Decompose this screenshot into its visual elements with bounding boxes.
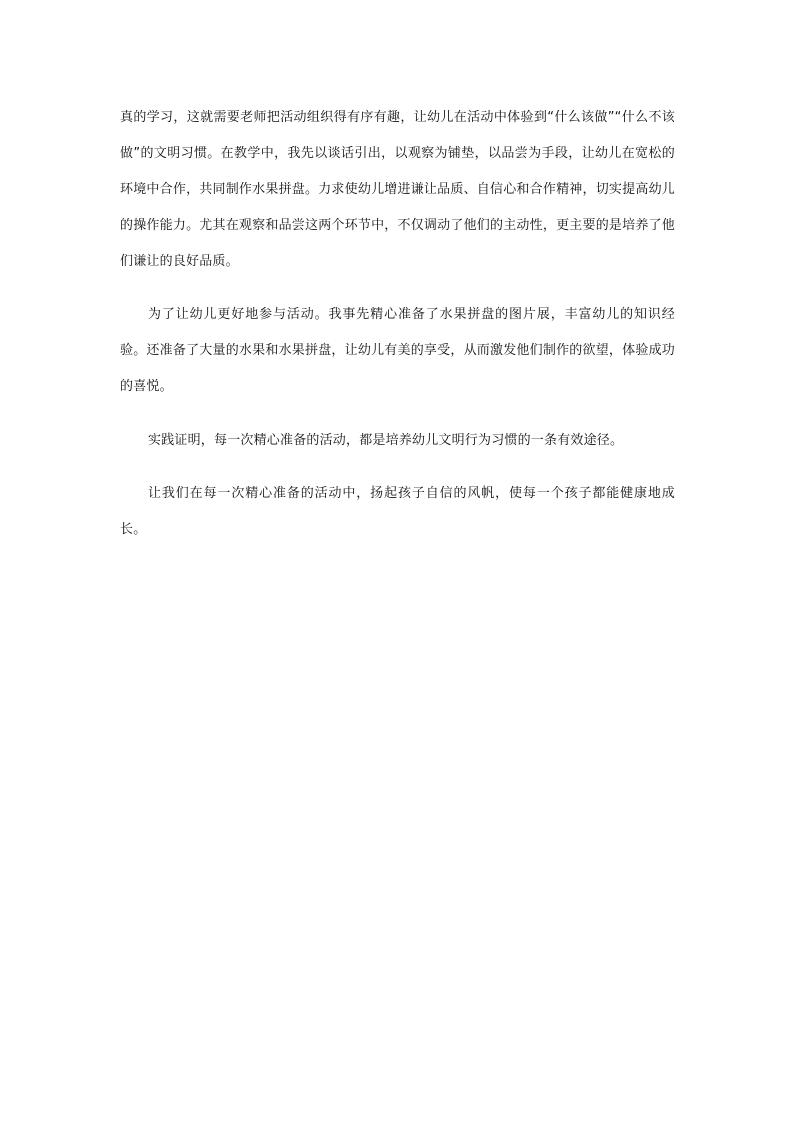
document-body [120, 100, 675, 548]
paragraph-4: 让我们在每一次精心准备的活动中，扬起孩子自信的风帆，使每一个孩子都能健康地成长。 [120, 486, 675, 537]
paragraph-3: 实践证明，每一次精心准备的活动，都是培养幼儿文明行为习惯的一条有效途径。 [148, 433, 624, 448]
paragraph-1: 真的学习，这就需要老师把活动组织得有序有趣，让幼儿在活动中体验到“什么该做”“什么不该做”的文明习惯。在教学中，我先以谈话引出，以观察为铺垫，以品尝为手段，让幼儿在宽松的环境中合作，共同制作水果拼盘。力求使幼儿增进谦让品质、自信心和合作精神，切实提高幼儿的操作能力。尤其在观察和品尝这两个环节中，不仅调动了他们的主动性，更主要的是培养了他们谦让的良好品质。 [120, 110, 675, 269]
paragraph-2: 为了让幼儿更好地参与活动。我事先精心准备了水果拼盘的图片展，丰富幼儿的知识经验。还准备了大量的水果和水果拼盘，让幼儿有美的享受，从而激发他们制作的欲望，体验成功的喜悦。 [120, 307, 675, 394]
